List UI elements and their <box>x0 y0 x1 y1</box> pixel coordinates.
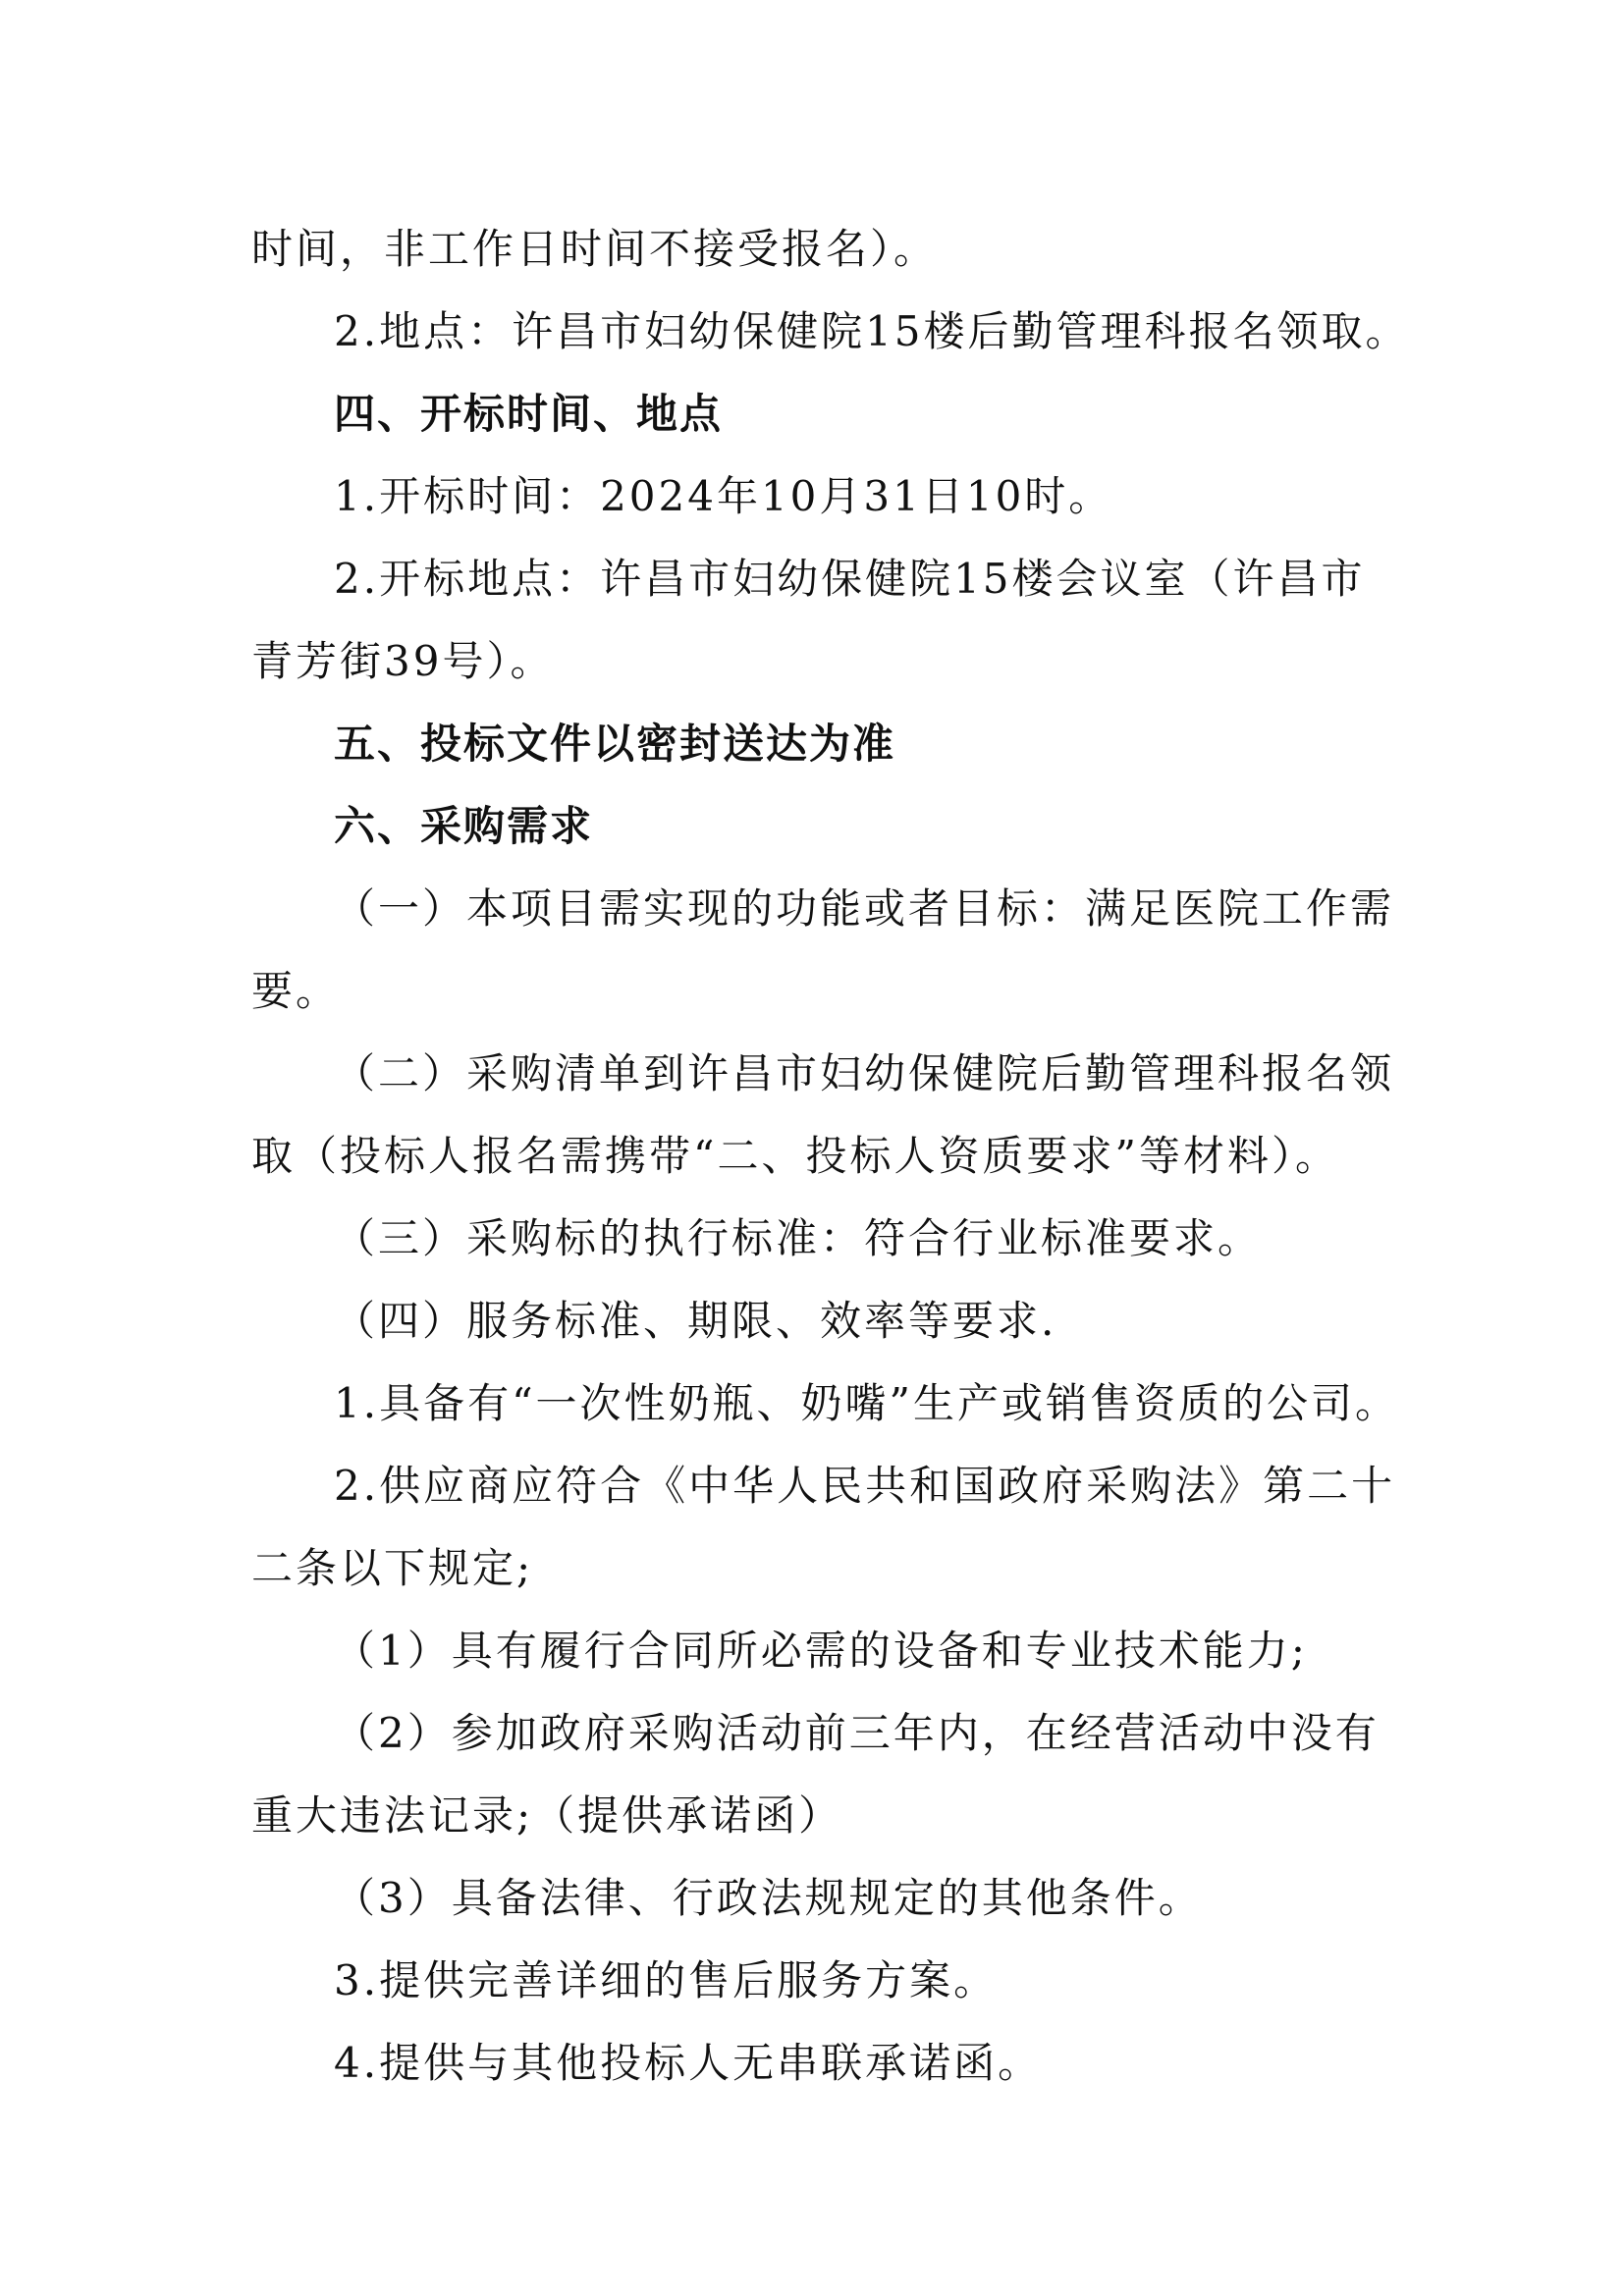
paragraph-continuation: 二条以下规定; <box>251 1544 534 1592</box>
list-item: （1）具有履行合同所必需的设备和专业技术能力; <box>334 1627 1308 1675</box>
paragraph-continuation: 时间，非工作日时间不接受报名）。 <box>251 225 939 273</box>
list-item: 2.开标地点：许昌市妇幼保健院15楼会议室（许昌市 <box>334 555 1366 603</box>
paragraph-continuation: 青芳街39号）。 <box>251 637 555 685</box>
subsection-item: （一）本项目需实现的功能或者目标：满足医院工作需 <box>334 884 1395 933</box>
list-item: 3.提供完善详细的售后服务方案。 <box>334 1956 999 2004</box>
list-item: 2.供应商应符合《中华人民共和国政府采购法》第二十 <box>334 1462 1396 1510</box>
section-heading: 四、开标时间、地点 <box>334 390 724 438</box>
section-heading: 五、投标文件以密封送达为准 <box>334 720 896 768</box>
list-item: 1.具备有“一次性奶瓶、奶嘴”生产或销售资质的公司。 <box>334 1379 1400 1427</box>
subsection-item: （二）采购清单到许昌市妇幼保健院后勤管理科报名领 <box>334 1049 1395 1097</box>
paragraph-continuation: 要。 <box>251 967 341 1015</box>
list-item: 4.提供与其他投标人无串联承诺函。 <box>334 2039 1043 2087</box>
list-item: 2.地点：许昌市妇幼保健院15楼后勤管理科报名领取。 <box>334 307 1410 355</box>
paragraph-continuation: 取（投标人报名需携带“二、投标人资质要求”等材料）。 <box>251 1132 1339 1180</box>
section-heading: 六、采购需求 <box>334 802 594 850</box>
paragraph-continuation: 重大违法记录;（提供承诺函） <box>251 1791 843 1840</box>
subsection-item: （三）采购标的执行标准：符合行业标准要求。 <box>334 1214 1263 1262</box>
list-item: （3）具备法律、行政法规规定的其他条件。 <box>334 1874 1203 1922</box>
subsection-item: （四）服务标准、期限、效率等要求. <box>334 1297 1057 1345</box>
list-item: （2）参加政府采购活动前三年内，在经营活动中没有 <box>334 1709 1380 1757</box>
list-item: 1.开标时间：2024年10月31日10时。 <box>334 472 1113 520</box>
